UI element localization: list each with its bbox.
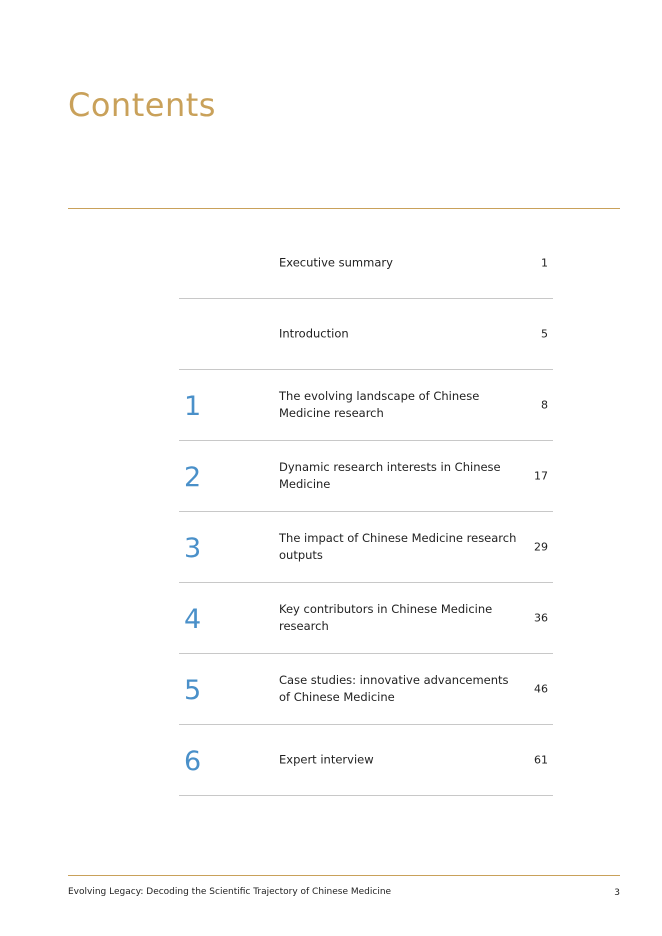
toc-page-number: 61 [534, 753, 548, 767]
toc-entry-section-2[interactable] [179, 441, 553, 512]
toc-entry-section-1[interactable] [179, 370, 553, 441]
toc-section-number: 3 [184, 533, 202, 565]
toc-section-number: 4 [184, 604, 202, 636]
title-divider [68, 208, 620, 209]
toc-entry-section-6[interactable] [179, 725, 553, 796]
toc-entry-title[interactable]: Key contributors in Chinese Medicine research [279, 602, 493, 633]
toc-page-number: 8 [541, 398, 548, 412]
toc-entry-section-3[interactable] [179, 512, 553, 583]
toc-entry-title[interactable]: Introduction [279, 326, 349, 341]
toc-entry-title[interactable]: The evolving landscape of Chinese Medicine research [279, 389, 480, 420]
toc-entry-executive-summary[interactable] [179, 228, 553, 299]
toc-entry-introduction[interactable] [179, 299, 553, 370]
footer-document-title: Evolving Legacy: Decoding the Scientific Trajectory of Chinese Medicine [68, 887, 392, 897]
toc-entry-title[interactable]: Executive summary [279, 255, 393, 270]
toc-entry-title[interactable]: Dynamic research interests in Chinese Medicine [279, 460, 501, 491]
toc-entry-section-4[interactable] [179, 583, 553, 654]
table-of-contents [179, 228, 553, 796]
toc-section-number: 2 [184, 462, 202, 494]
toc-section-number: 1 [184, 391, 202, 423]
toc-page-number: 1 [541, 256, 548, 270]
page-title: Contents [68, 86, 216, 124]
toc-entry-title[interactable]: Case studies: innovative advancements of Chinese Medicine [279, 673, 509, 704]
footer-page-number: 3 [614, 888, 620, 898]
toc-entry-title[interactable]: Expert interview [279, 752, 374, 767]
toc-page-number: 29 [534, 540, 548, 554]
toc-page-number: 36 [534, 611, 548, 625]
toc-entry-section-5[interactable] [179, 654, 553, 725]
toc-page-number: 46 [534, 682, 548, 696]
toc-page-number: 17 [534, 469, 548, 483]
footer-divider [68, 875, 620, 876]
toc-section-number: 5 [184, 675, 202, 707]
toc-entry-title[interactable]: The impact of Chinese Medicine research outputs [279, 531, 517, 562]
toc-page-number: 5 [541, 327, 548, 341]
toc-section-number: 6 [184, 746, 202, 778]
